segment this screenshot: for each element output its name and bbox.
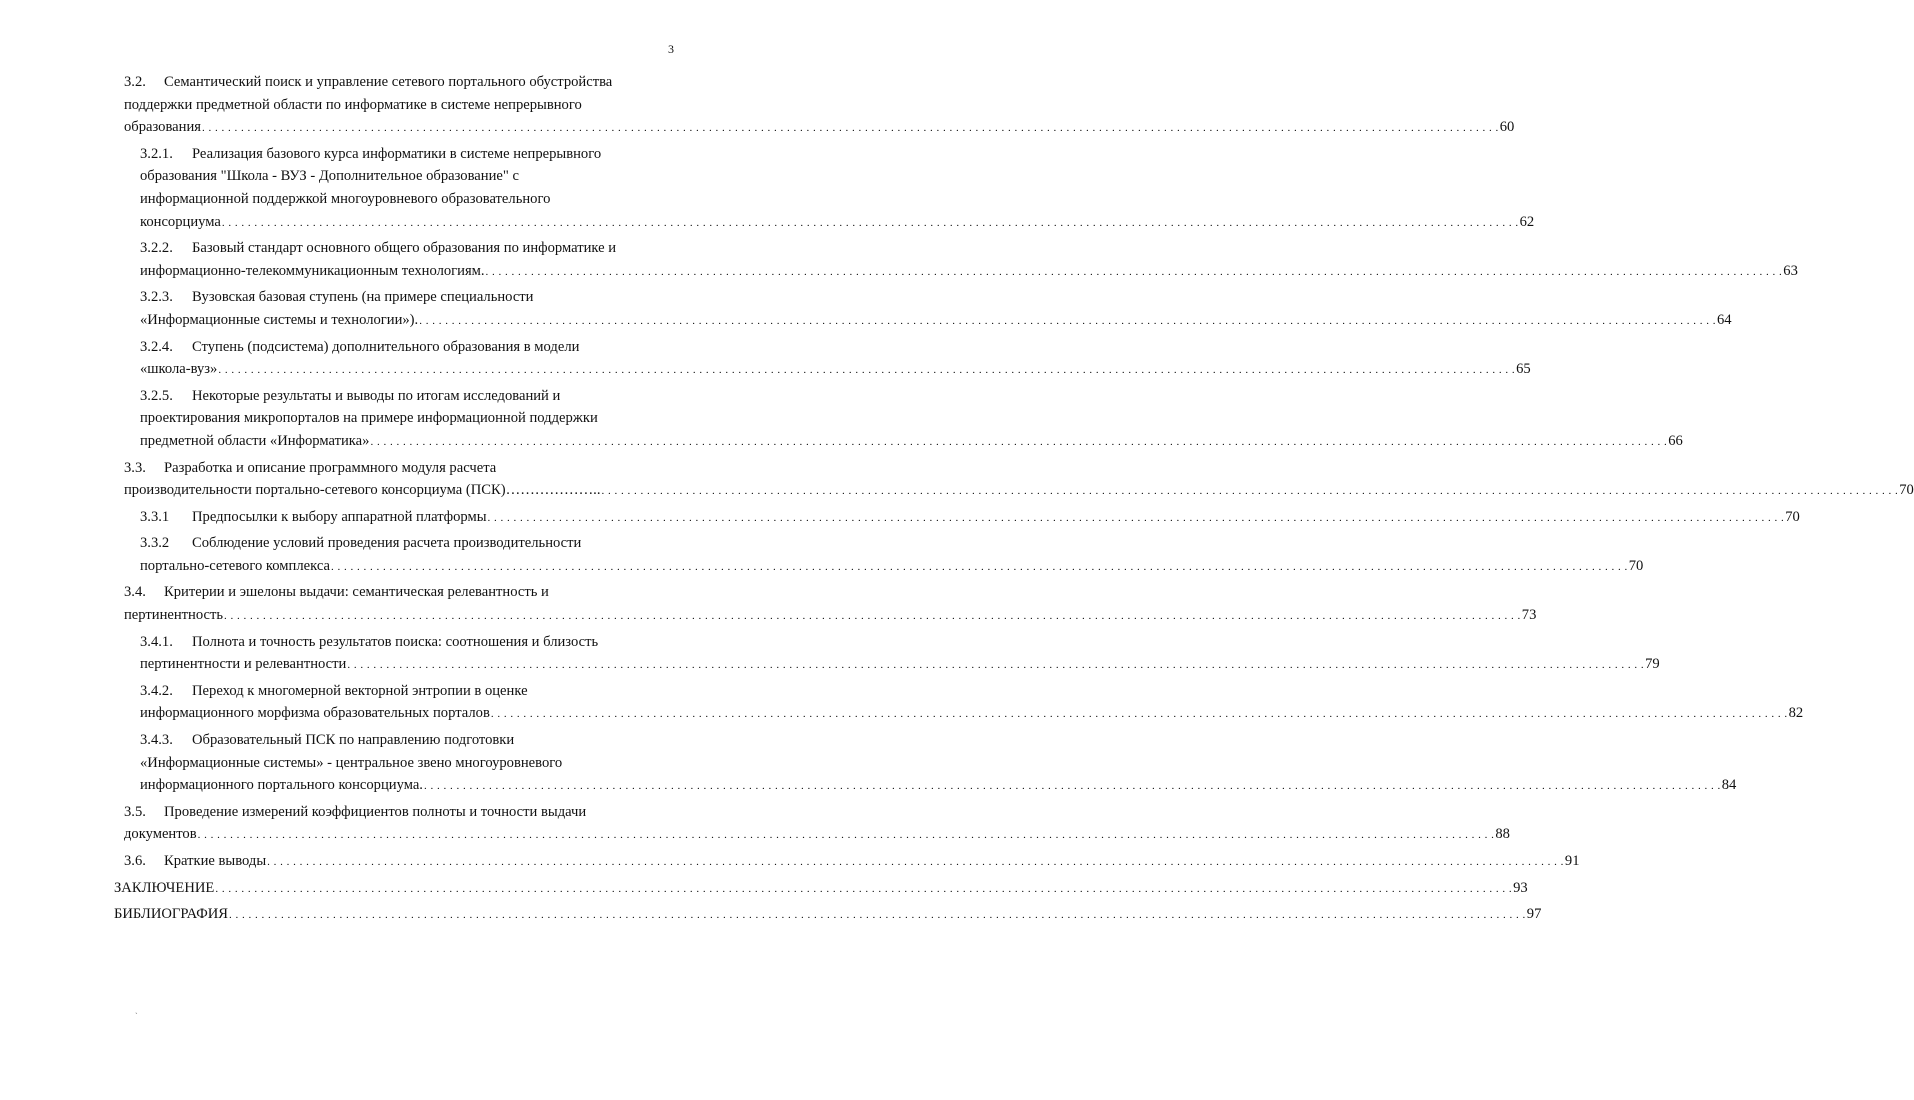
toc-entry-line (124, 801, 680, 824)
toc-entry-title: «Информационные системы и технологии»). (140, 311, 419, 328)
toc-entry-number: 3.2.3. (140, 289, 173, 306)
toc-entry-line (140, 286, 679, 309)
toc-entry[interactable] (0, 143, 1535, 233)
toc-page-number: 88 (1495, 826, 1510, 843)
toc-entry[interactable] (0, 729, 1737, 797)
toc-entry-line (140, 506, 1800, 529)
toc-page-number: 66 (1668, 432, 1683, 449)
toc-entry-title: информационной поддержкой многоуровневого образовательного (140, 190, 551, 207)
toc-page-number: 97 (1526, 906, 1542, 923)
toc-entry-title: Семантический поиск и управление сетевого портального обустройства (164, 74, 613, 90)
dot-leader: . . . . . . . . . . . . . . . . . . . . . . . . . . . . . . . . . . . . . . . . . . . . . . . . . . . . . . . . . . . . . . . . . . . . . . . . . . . . . . . . . . . . . . . . . . . . . . . . . . . . . . . . . . . . . . . . . . . . . . . . . . . . . . . . . . . . . . . . . . . . . . . . . . . . . . . . . . . . . . . . . . . . . . . . . . . . . . . . . . . . . . . . . . . . . . . . . . . . . . . . (224, 610, 1521, 623)
toc-entry-title: предметной области «Информатика» (140, 432, 370, 449)
dot-leader: . . . . . . . . . . . . . . . . . . . . . . . . . . . . . . . . . . . . . . . . . . . . . . . . . . . . . . . . . . . . . . . . . . . . . . . . . . . . . . . . . . . . . . . . . . . . . . . . . . . . . . . . . . . . . . . . . . . . . . . . . . . . . . . . . . . . . . . . . . . . . . . . . . . . . . . . . . . . . . . . . . . . . . . . . . . . . . . . . . . . . . . . . . . . . . . . . . . . . . . . (423, 780, 1721, 793)
toc-entry-line (140, 165, 679, 188)
toc-entry-title: информационного морфизма образовательных порталов (140, 705, 490, 722)
toc-entry-line (124, 116, 1515, 139)
toc-entry-title: Разработка и описание программного модуля расчета (164, 459, 497, 476)
toc-entry-number: 3.2.5. (140, 387, 173, 404)
toc-entry[interactable] (0, 877, 1528, 900)
toc-entry-title: Предпосылки к выбору аппаратной платформы (192, 508, 487, 525)
toc-page-number: 60 (1499, 119, 1515, 136)
toc-entry-title: консорциума (140, 213, 221, 230)
dot-leader: . . . . . . . . . . . . . . . . . . . . . . . . . . . . . . . . . . . . . . . . . . . . . . . . . . . . . . . . . . . . . . . . . . . . . . . . . . . . . . . . . . . . . . . . . . . . . . . . . . . . . . . . . . . . . . . . . . . . . . . . . . . . . . . . . . . . . . . . . . . . . . . . . . . . . . . . . . . . . . . . . . . . . . . . . . . . . . . . . . . . . . . . . . . . . . . . . . . . . . . . (601, 485, 1899, 498)
toc-entry-line (140, 143, 679, 166)
toc-entry-number: 3.4. (124, 584, 146, 601)
toc-entry-title: Базовый стандарт основного общего образования по информатике и (192, 240, 617, 257)
toc-page-number: 93 (1513, 879, 1528, 896)
toc-entry-title: «Информационные системы» - центральное звено многоуровневого (140, 754, 563, 771)
toc-entry-line (140, 653, 1660, 676)
toc-entry-title: Переход к многомерной векторной энтропии в оценке (192, 682, 528, 699)
toc-entry-title: «школа-вуз» (140, 361, 218, 378)
dot-leader: . . . . . . . . . . . . . . . . . . . . . . . . . . . . . . . . . . . . . . . . . . . . . . . . . . . . . . . . . . . . . . . . . . . . . . . . . . . . . . . . . . . . . . . . . . . . . . . . . . . . . . . . . . . . . . . . . . . . . . . . . . . . . . . . . . . . . . . . . . . . . . . . . . . . . . . . . . . . . . . . . . . . . . . . . . . . . . . . . . . . . . . . . . . . . . . . . . . . . . . . (267, 856, 1564, 868)
toc-entry-title: Образовательный ПСК по направлению подготовки (192, 732, 515, 749)
dot-leader: . . . . . . . . . . . . . . . . . . . . . . . . . . . . . . . . . . . . . . . . . . . . . . . . . . . . . . . . . . . . . . . . . . . . . . . . . . . . . . . . . . . . . . . . . . . . . . . . . . . . . . . . . . . . . . . . . . . . . . . . . . . . . . . . . . . . . . . . . . . . . . . . . . . . . . . . . . . . . . . . . . . . . . . . . . . . . . . . . . . . . . . . . . . . . . . . . . . . . . . . (221, 216, 1519, 229)
toc-entry-title: Полнота и точность результатов поиска: соотношения и близость (192, 633, 599, 650)
toc-page-number: 70 (1899, 482, 1914, 499)
toc-entry-number: 3.4.3. (140, 732, 173, 749)
toc-entry-title: пертинентность (124, 607, 224, 624)
toc-entry-line (140, 752, 679, 775)
toc-entry-line (140, 211, 1535, 234)
toc-entry[interactable] (0, 385, 1683, 453)
toc-page-number: 73 (1521, 607, 1537, 624)
toc-entry[interactable] (0, 581, 1537, 626)
toc-page-number: 64 (1716, 311, 1732, 328)
toc-entry-title: Некоторые результаты и выводы по итогам исследований и (192, 387, 561, 404)
toc-entry-title: поддержки предметной области по информатике в системе непрерывного (124, 96, 582, 113)
toc-entry-line (140, 260, 1798, 283)
dot-leader: . . . . . . . . . . . . . . . . . . . . . . . . . . . . . . . . . . . . . . . . . . . . . . . . . . . . . . . . . . . . . . . . . . . . . . . . . . . . . . . . . . . . . . . . . . . . . . . . . . . . . . . . . . . . . . . . . . . . . . . . . . . . . . . . . . . . . . . . . . . . . . . . . . . . . . . . . . . . . . . . . . . . . . . . . . . . . . . . . . . . . . . . . . . . . . . . . . . . . . . . (215, 882, 1513, 895)
toc-entry-line (140, 532, 679, 555)
toc-entry-title: Проведение измерений коэффициентов полноты и точности выдачи (164, 803, 587, 820)
stray-mark: ˎ (135, 1005, 138, 1014)
toc-entry-title: Соблюдение условий проведения расчета производительности (192, 535, 582, 552)
toc-entry-title: пертинентности и релевантности (140, 656, 347, 673)
toc-entry-number: 3.6. (124, 853, 146, 869)
toc-entry-title: производительности портально-сетевого консорциума (ПСК)……………….. (124, 482, 601, 499)
dot-leader: . . . . . . . . . . . . . . . . . . . . . . . . . . . . . . . . . . . . . . . . . . . . . . . . . . . . . . . . . . . . . . . . . . . . . . . . . . . . . . . . . . . . . . . . . . . . . . . . . . . . . . . . . . . . . . . . . . . . . . . . . . . . . . . . . . . . . . . . . . . . . . . . . . . . . . . . . . . . . . . . . . . . . . . . . . . . . . . . . . . . . . . . . . . . . . . . . . . . . . . . (330, 560, 1628, 573)
toc-entry-line (124, 850, 1580, 873)
dot-leader: . . . . . . . . . . . . . . . . . . . . . . . . . . . . . . . . . . . . . . . . . . . . . . . . . . . . . . . . . . . . . . . . . . . . . . . . . . . . . . . . . . . . . . . . . . . . . . . . . . . . . . . . . . . . . . . . . . . . . . . . . . . . . . . . . . . . . . . . . . . . . . . . . . . . . . . . . . . . . . . . . . . . . . . . . . . . . . . . . . . . . . . . . . . . . . . . . . . . . . . . (487, 511, 1785, 524)
toc-entry-title: образования (124, 119, 201, 136)
toc-entry-line (114, 877, 1528, 900)
toc-entry[interactable] (0, 336, 1531, 381)
toc-entry-title: Ступень (подсистема) дополнительного образования в модели (192, 338, 580, 355)
toc-entry[interactable] (0, 801, 1510, 846)
toc-entry[interactable] (0, 71, 1515, 139)
toc-entry-line (140, 680, 679, 703)
dot-leader: . . . . . . . . . . . . . . . . . . . . . . . . . . . . . . . . . . . . . . . . . . . . . . . . . . . . . . . . . . . . . . . . . . . . . . . . . . . . . . . . . . . . . . . . . . . . . . . . . . . . . . . . . . . . . . . . . . . . . . . . . . . . . . . . . . . . . . . . . . . . . . . . . . . . . . . . . . . . . . . . . . . . . . . . . . . . . . . . . . . . . . . . . . . . . . . . . . . . . . . . (490, 708, 1788, 721)
toc-entry-line (124, 457, 680, 480)
toc-entry-title: информационно-телекоммуникационным технологиям. (140, 262, 485, 279)
toc-entry-number: 3.2.4. (140, 338, 173, 355)
toc-entry-line (140, 555, 1644, 578)
toc-entry-line (140, 188, 679, 211)
toc-entry-number: 3.4.2. (140, 682, 173, 699)
toc-entry-title: Критерии и эшелоны выдачи: семантическая релевантность и (164, 584, 549, 601)
toc-entry-title: ЗАКЛЮЧЕНИЕ (114, 879, 215, 896)
toc-entry-number: 3.5. (124, 803, 146, 820)
toc-entry-number: 3.2.2. (140, 240, 173, 257)
toc-entry-line (124, 479, 1914, 502)
dot-leader: . . . . . . . . . . . . . . . . . . . . . . . . . . . . . . . . . . . . . . . . . . . . . . . . . . . . . . . . . . . . . . . . . . . . . . . . . . . . . . . . . . . . . . . . . . . . . . . . . . . . . . . . . . . . . . . . . . . . . . . . . . . . . . . . . . . . . . . . . . . . . . . . . . . . . . . . . . . . . . . . . . . . . . . . . . . . . . . . . . . . . . . . . . . . . . . . . . . . . . . . (347, 659, 1645, 672)
toc-entry-line (114, 903, 1542, 926)
table-of-contents (0, 71, 1914, 930)
toc-page-number: 63 (1783, 262, 1798, 279)
toc-entry-line (124, 604, 1537, 627)
toc-entry-title: портально-сетевого комплекса (140, 557, 330, 574)
dot-leader: . . . . . . . . . . . . . . . . . . . . . . . . . . . . . . . . . . . . . . . . . . . . . . . . . . . . . . . . . . . . . . . . . . . . . . . . . . . . . . . . . . . . . . . . . . . . . . . . . . . . . . . . . . . . . . . . . . . . . . . . . . . . . . . . . . . . . . . . . . . . . . . . . . . . . . . . . . . . . . . . . . . . . . . . . . . . . . . . . . . . . . . . . . . . . . . . . . . . . . . . (197, 829, 1495, 842)
toc-entry[interactable] (0, 903, 1542, 926)
toc-entry[interactable] (0, 631, 1660, 676)
toc-entry-line (124, 581, 680, 604)
toc-entry-title: Вузовская базовая ступень (на примере специальности (192, 289, 534, 306)
toc-entry-number: 3.2. (124, 74, 146, 90)
toc-entry[interactable] (0, 506, 1800, 529)
toc-entry-line (124, 71, 680, 94)
toc-entry-line (124, 823, 1510, 846)
toc-entry[interactable] (0, 286, 1732, 331)
dot-leader: . . . . . . . . . . . . . . . . . . . . . . . . . . . . . . . . . . . . . . . . . . . . . . . . . . . . . . . . . . . . . . . . . . . . . . . . . . . . . . . . . . . . . . . . . . . . . . . . . . . . . . . . . . . . . . . . . . . . . . . . . . . . . . . . . . . . . . . . . . . . . . . . . . . . . . . . . . . . . . . . . . . . . . . . . . . . . . . . . . . . . . . . . . . . . . . . . . . . . . . . (485, 265, 1783, 278)
toc-entry-number: 3.3. (124, 459, 146, 476)
toc-page-number: 84 (1721, 777, 1737, 794)
toc-entry-line (140, 385, 679, 408)
toc-entry-line (140, 631, 679, 654)
toc-entry-number: 3.3.2 (140, 535, 170, 552)
page-number: 3 (668, 42, 674, 56)
toc-entry-title: БИБЛИОГРАФИЯ (114, 906, 229, 923)
toc-page-number: 79 (1645, 656, 1660, 673)
toc-entry-line (140, 237, 679, 260)
toc-entry-number: 3.2.1. (140, 145, 173, 162)
toc-entry-line (140, 358, 1531, 381)
dot-leader: . . . . . . . . . . . . . . . . . . . . . . . . . . . . . . . . . . . . . . . . . . . . . . . . . . . . . . . . . . . . . . . . . . . . . . . . . . . . . . . . . . . . . . . . . . . . . . . . . . . . . . . . . . . . . . . . . . . . . . . . . . . . . . . . . . . . . . . . . . . . . . . . . . . . . . . . . . . . . . . . . . . . . . . . . . . . . . . . . . . . . . . . . . . . . . . . . . . . . . . . (218, 364, 1516, 377)
toc-entry-line (140, 430, 1683, 453)
toc-entry-line (140, 407, 679, 430)
toc-entry[interactable] (0, 680, 1804, 725)
toc-entry-number: 3.3.1 (140, 508, 170, 525)
dot-leader: . . . . . . . . . . . . . . . . . . . . . . . . . . . . . . . . . . . . . . . . . . . . . . . . . . . . . . . . . . . . . . . . . . . . . . . . . . . . . . . . . . . . . . . . . . . . . . . . . . . . . . . . . . . . . . . . . . . . . . . . . . . . . . . . . . . . . . . . . . . . . . . . . . . . . . . . . . . . . . . . . . . . . . . . . . . . . . . . . . . . . . . . . . . . . . . . . . . . . . . . (370, 435, 1668, 448)
toc-page-number: 82 (1788, 705, 1804, 722)
dot-leader: . . . . . . . . . . . . . . . . . . . . . . . . . . . . . . . . . . . . . . . . . . . . . . . . . . . . . . . . . . . . . . . . . . . . . . . . . . . . . . . . . . . . . . . . . . . . . . . . . . . . . . . . . . . . . . . . . . . . . . . . . . . . . . . . . . . . . . . . . . . . . . . . . . . . . . . . . . . . . . . . . . . . . . . . . . . . . . . . . . . . . . . . . . . . . . . . . . . . . . . . (229, 909, 1526, 922)
dot-leader: . . . . . . . . . . . . . . . . . . . . . . . . . . . . . . . . . . . . . . . . . . . . . . . . . . . . . . . . . . . . . . . . . . . . . . . . . . . . . . . . . . . . . . . . . . . . . . . . . . . . . . . . . . . . . . . . . . . . . . . . . . . . . . . . . . . . . . . . . . . . . . . . . . . . . . . . . . . . . . . . . . . . . . . . . . . . . . . . . . . . . . . . . . . . . . . . . . . . . . . . (419, 314, 1716, 327)
toc-entry-title: проектирования микропорталов на примере информационной поддержки (140, 410, 598, 427)
toc-entry-line (140, 774, 1737, 797)
toc-page-number: 70 (1785, 508, 1800, 525)
toc-page-number: 62 (1519, 213, 1535, 230)
toc-entry[interactable] (0, 850, 1580, 873)
toc-entry-title: Краткие выводы (164, 853, 267, 869)
toc-page-number: 65 (1516, 361, 1531, 378)
toc-entry-title: Реализация базового курса информатики в системе непрерывного (192, 145, 602, 162)
toc-entry[interactable] (0, 237, 1798, 282)
toc-entry-line (140, 702, 1804, 725)
dot-leader: . . . . . . . . . . . . . . . . . . . . . . . . . . . . . . . . . . . . . . . . . . . . . . . . . . . . . . . . . . . . . . . . . . . . . . . . . . . . . . . . . . . . . . . . . . . . . . . . . . . . . . . . . . . . . . . . . . . . . . . . . . . . . . . . . . . . . . . . . . . . . . . . . . . . . . . . . . . . . . . . . . . . . . . . . . . . . . . . . . . . . . . . . . . . . . . . . . . . . . . . (201, 122, 1499, 135)
toc-entry-line (140, 729, 679, 752)
toc-entry[interactable] (0, 457, 1914, 502)
toc-entry-title: образования "Школа - ВУЗ - Дополнительное образование" с (140, 168, 519, 185)
toc-entry-line (124, 94, 680, 117)
toc-entry-line (140, 336, 679, 359)
toc-entry-line (140, 309, 1732, 332)
toc-entry-number: 3.4.1. (140, 633, 173, 650)
toc-entry-title: информационного портального консорциума. (140, 777, 423, 794)
toc-entry-title: документов (124, 826, 197, 843)
toc-page-number: 70 (1628, 557, 1644, 574)
toc-entry[interactable] (0, 532, 1644, 577)
toc-page-number: 91 (1564, 853, 1580, 869)
